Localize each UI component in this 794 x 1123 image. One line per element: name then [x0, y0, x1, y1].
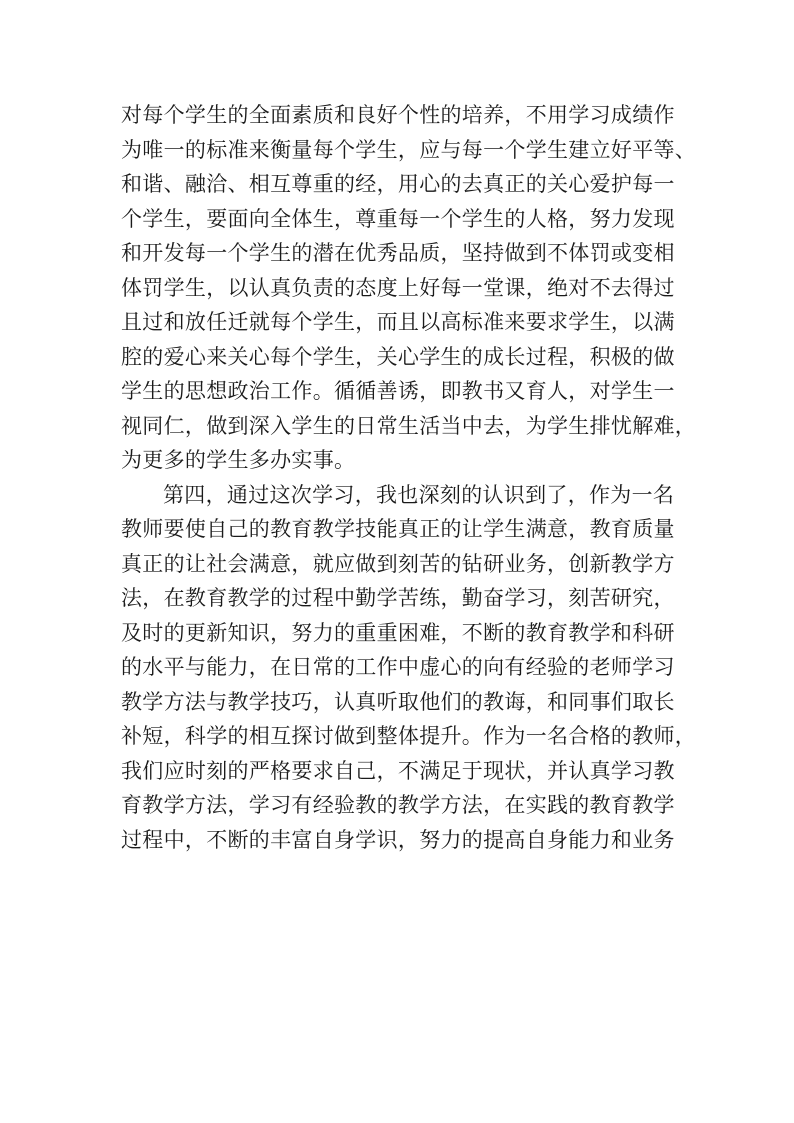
text-line: 视同仁，做到深入学生的日常生活当中去，为学生排忧解难，	[121, 413, 697, 438]
text-line: 腔的爱心来关心每个学生，关心学生的成长过程，积极的做	[121, 344, 675, 369]
text-line: 我们应时刻的严格要求自己，不满足于现状，并认真学习教	[121, 758, 675, 783]
text-line: 教师要使自己的教育教学技能真正的让学生满意，教育质量	[121, 517, 675, 541]
text-line: 个学生，要面向全体生，尊重每一个学生的人格，努力发现	[121, 206, 675, 231]
text-line: 学生的思想政治工作。循循善诱，即教书又育人，对学生一	[121, 379, 675, 403]
text-line: 育教学方法，学习有经验教的教学方法，在实践的教育教学	[121, 793, 675, 817]
text-line: 为唯一的标准来衡量每个学生，应与每一个学生建立好平等、	[121, 137, 697, 162]
paragraph-start-line: 第四，通过这次学习，我也深刻的认识到了，作为一名	[163, 482, 675, 507]
text-line: 过程中，不断的丰富自身学识，努力的提高自身能力和业务	[121, 827, 675, 852]
text-line: 真正的让社会满意，就应做到刻苦的钻研业务，创新教学方	[121, 551, 675, 576]
text-line: 对每个学生的全面素质和良好个性的培养，不用学习成绩作	[121, 103, 675, 127]
text-line: 教学方法与教学技巧，认真听取他们的教诲，和同事们取长	[121, 689, 675, 714]
text-line: 和开发每一个学生的潜在优秀品质，坚持做到不体罚或变相	[121, 241, 675, 265]
text-line: 且过和放任迁就每个学生，而且以高标准来要求学生，以满	[121, 310, 675, 334]
text-line: 为更多的学生多办实事。	[121, 448, 356, 472]
text-line: 和谐、融洽、相互尊重的经，用心的去真正的关心爱护每一	[121, 172, 675, 196]
text-line: 补短，科学的相互探讨做到整体提升。作为一名合格的教师，	[121, 724, 697, 748]
document-body	[121, 98, 697, 857]
text-line: 体罚学生，以认真负责的态度上好每一堂课，绝对不去得过	[121, 275, 675, 300]
text-line: 法，在教育教学的过程中勤学苦练，勤奋学习，刻苦研究，	[121, 586, 675, 610]
text-line: 及时的更新知识，努力的重重困难，不断的教育教学和科研	[121, 620, 675, 645]
text-line: 的水平与能力，在日常的工作中虚心的向有经验的老师学习	[121, 655, 675, 679]
